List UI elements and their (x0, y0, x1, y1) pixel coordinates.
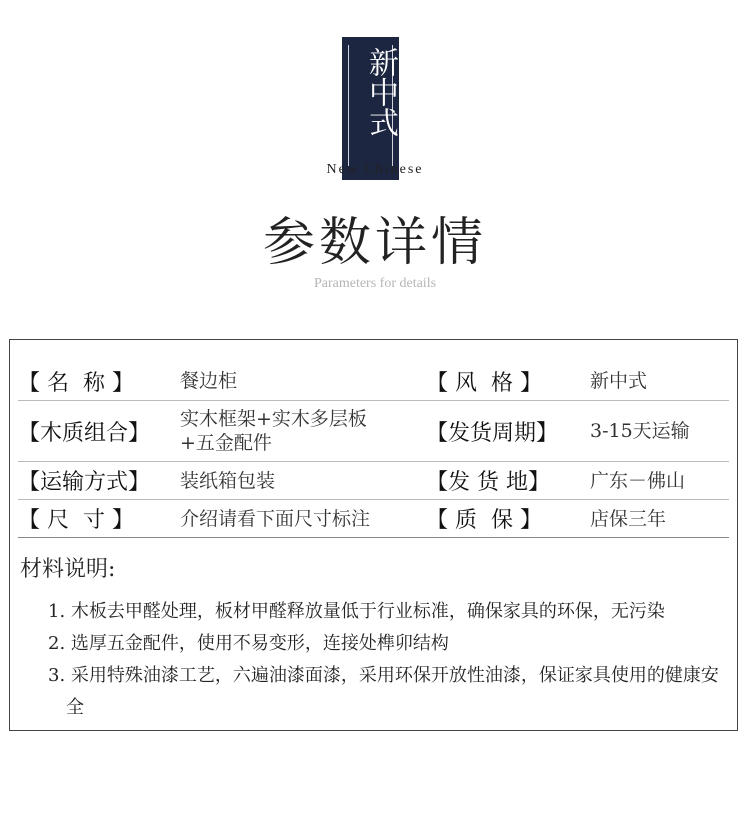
seal-english: New Chinese (326, 162, 424, 177)
style-seal (342, 37, 399, 180)
param-value: 广东－佛山 (590, 469, 686, 492)
param-row-size (18, 500, 729, 538)
page-title: 参数详情 (262, 213, 487, 273)
param-value: 3-15天运输 (590, 420, 690, 442)
page-subtitle: Parameters for details (313, 276, 437, 291)
notes-list (48, 596, 721, 724)
param-value: 介绍请看下面尺寸标注 (180, 507, 371, 530)
param-label: 【木质组合】 (18, 420, 151, 446)
param-value: 装纸箱包装 (180, 469, 276, 492)
param-row-material (18, 401, 729, 462)
param-row-name (18, 362, 729, 401)
param-value: 餐边柜 (180, 370, 238, 392)
note-item: 3. 采用特殊油漆工艺，六遍油漆面漆，采用环保开放性油漆，保证家具使用的健康安全 (48, 665, 719, 718)
param-row-shipping (18, 462, 729, 500)
param-label: 【 尺 寸 】 (18, 508, 134, 533)
parameters-panel (9, 339, 738, 731)
param-label: 【发货周期】 (426, 420, 559, 446)
notes-title: 材料说明: (20, 557, 116, 582)
param-label: 【发 货 地】 (426, 470, 550, 495)
param-label: 【 质 保 】 (426, 508, 542, 533)
param-value: 实木框架+实木多层板 +五金配件 (180, 408, 367, 454)
param-label: 【运输方式】 (18, 470, 151, 495)
seal-text: 新中式 (363, 47, 398, 137)
param-label: 【 名 称 】 (18, 370, 134, 396)
param-value: 店保三年 (590, 507, 667, 530)
param-value: 新中式 (590, 370, 648, 392)
note-item: 1. 木板去甲醛处理，板材甲醛释放量低于行业标准，确保家具的环保，无污染 (48, 601, 665, 622)
note-item: 2. 选厚五金配件，使用不易变形，连接处榫卯结构 (48, 633, 449, 654)
param-label: 【 风 格 】 (426, 370, 542, 396)
